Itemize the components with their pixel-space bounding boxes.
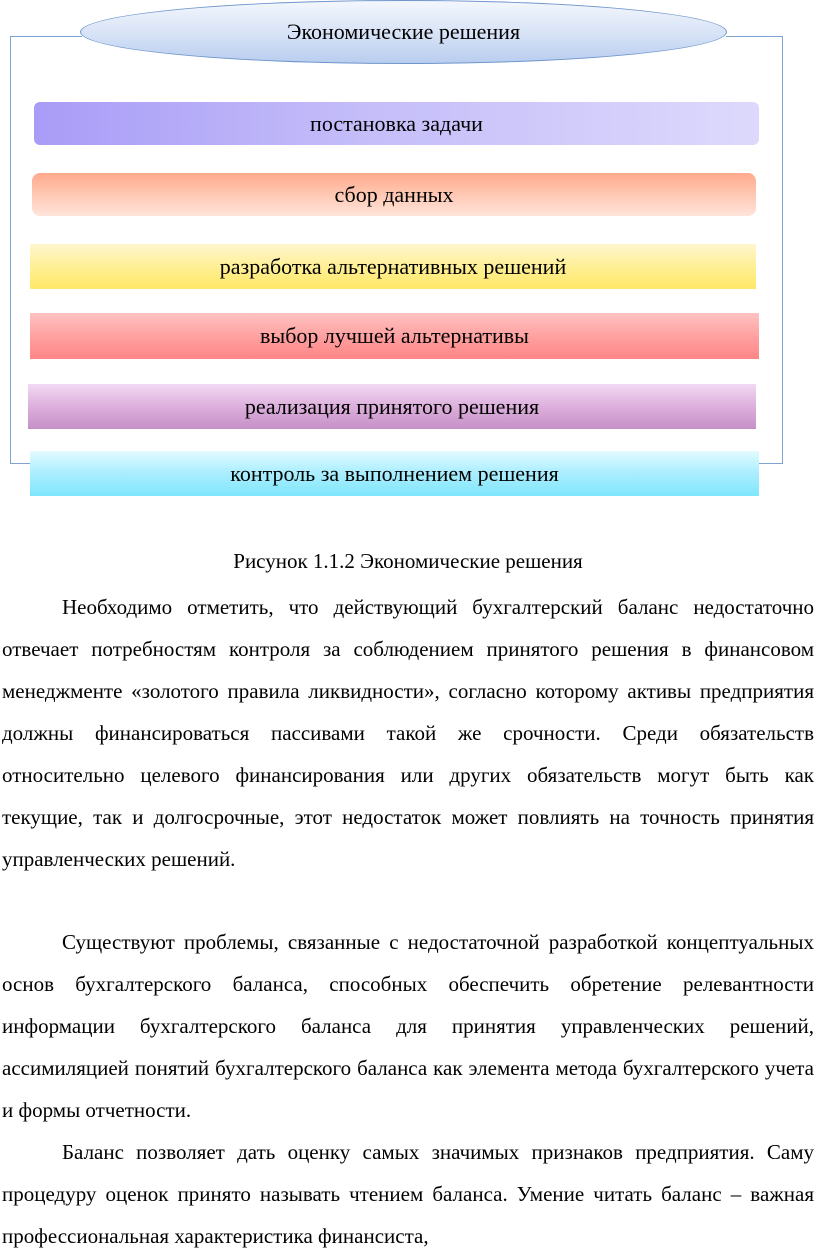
diagram-frame-top-left-line <box>10 36 82 37</box>
step-alternatives-development: разработка альтернативных решений <box>30 244 756 289</box>
body-paragraph-2: Существуют проблемы, связанные с недостаточной разработкой концептуальных основ бухгалтерского баланса, способных обеспечить обретение релевантности информации бухгалтерского баланса для принятия управленческих решений, ассимиляцией понятий бухгалтерского баланса как элемента метода бухгалтерского учета и формы отчетности. <box>2 930 814 1122</box>
diagram-frame-top-right-line <box>726 36 783 37</box>
figure-caption: Рисунок 1.1.2 Экономические решения <box>233 549 583 573</box>
step-best-alternative-choice: выбор лучшей альтернативы <box>30 313 759 359</box>
diagram-title: Экономические решения <box>80 0 727 64</box>
body-paragraph-3: Баланс позволяет дать оценку самых значимых признаков предприятия. Саму процедуру оценок принято называть чтением баланса. Умение читать баланс – важная профессиональная характеристика финансиста, <box>2 1140 814 1248</box>
diagram-frame-bottom-right-line <box>758 463 783 464</box>
step-execution-control: контроль за выполнением решения <box>30 451 759 496</box>
step-problem-statement: постановка задачи <box>34 102 759 145</box>
step-decision-implementation: реализация принятого решения <box>28 384 756 429</box>
step-data-collection: сбор данных <box>32 173 756 216</box>
body-paragraph-1: Необходимо отметить, что действующий бухгалтерский баланс недостаточно отвечает потребностям контроля за соблюдением принятого решения в финансовом менеджменте «золотого правила ликвидности», согласно которому активы предприятия должны финансироваться пассивами такой же срочности. Среди обязательств относительно целевого финансирования или других обязательств могут быть как текущие, так и долгосрочные, этот недостаток может повлиять на точность принятия управленческих решений. <box>2 595 814 871</box>
diagram-frame-right-line <box>782 36 783 463</box>
economic-decisions-diagram <box>0 0 816 500</box>
diagram-frame-left-line <box>10 36 11 463</box>
